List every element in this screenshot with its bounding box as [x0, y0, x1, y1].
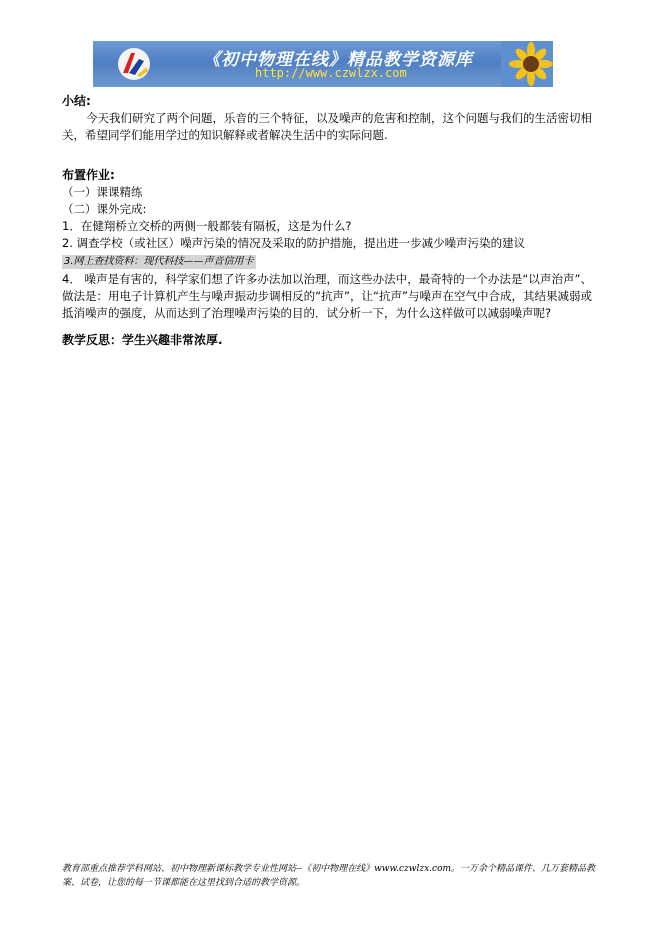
homework-question-2: 2. 调查学校（或社区）噪声污染的情况及采取的防护措施，提出进一步减少噪声污染的建议 [62, 236, 526, 250]
homework-question-4: 4． 噪声是有害的，科学家们想了许多办法加以治理，而这些办法中，最奇特的一个办法是“以声治声”、做法是：用电子计算机产生与噪声振动步调相反的“抗声”，让“抗声”与噪声在空气中合成，其结果减弱或抵消噪声的强度，从而达到了治理噪声污染的目的．试分析一下，为什么这样做可以减弱噪声呢? [62, 272, 592, 320]
spacer [62, 322, 592, 332]
homework-item-1: （一）课课精练 [62, 185, 143, 199]
highlighted-text: 3.网上查找资料：现代科技——声音信用卡 [64, 256, 254, 267]
logo-icon [117, 47, 151, 81]
homework-question-3 [62, 252, 592, 269]
homework-item-2: （二）课外完成: [62, 202, 147, 216]
footer-text: 教育部重点推荐学科网站、初中物理新课标教学专业性网站--《初中物理在线》www.czwlzx.com。一万余个精品课件、几万套精品教案、试卷，让您的每一节课都能在这里找到合适的教学资源。 [62, 864, 596, 888]
summary-heading: 小结: [62, 94, 91, 108]
sunflower-icon [501, 41, 553, 87]
homework-heading: 布置作业: [62, 168, 115, 182]
spacer [62, 144, 592, 161]
homework-question-1: 1．在健翔桥立交桥的两侧一般都装有隔板，这是为什么? [62, 219, 352, 233]
document-body [62, 93, 592, 349]
banner-title: 《初中物理在线》精品教学资源库 [203, 50, 473, 70]
reflection-text: 教学反思：学生兴趣非常浓厚. [62, 333, 223, 347]
header-banner [93, 41, 553, 87]
summary-text: 今天我们研究了两个问题，乐音的三个特征，以及噪声的危害和控制，这个问题与我们的生活密切相关，希望同学们能用学过的知识解释或者解决生活中的实际问题. [62, 111, 592, 142]
banner-url[interactable]: http://www.czwlzx.com [255, 66, 407, 80]
